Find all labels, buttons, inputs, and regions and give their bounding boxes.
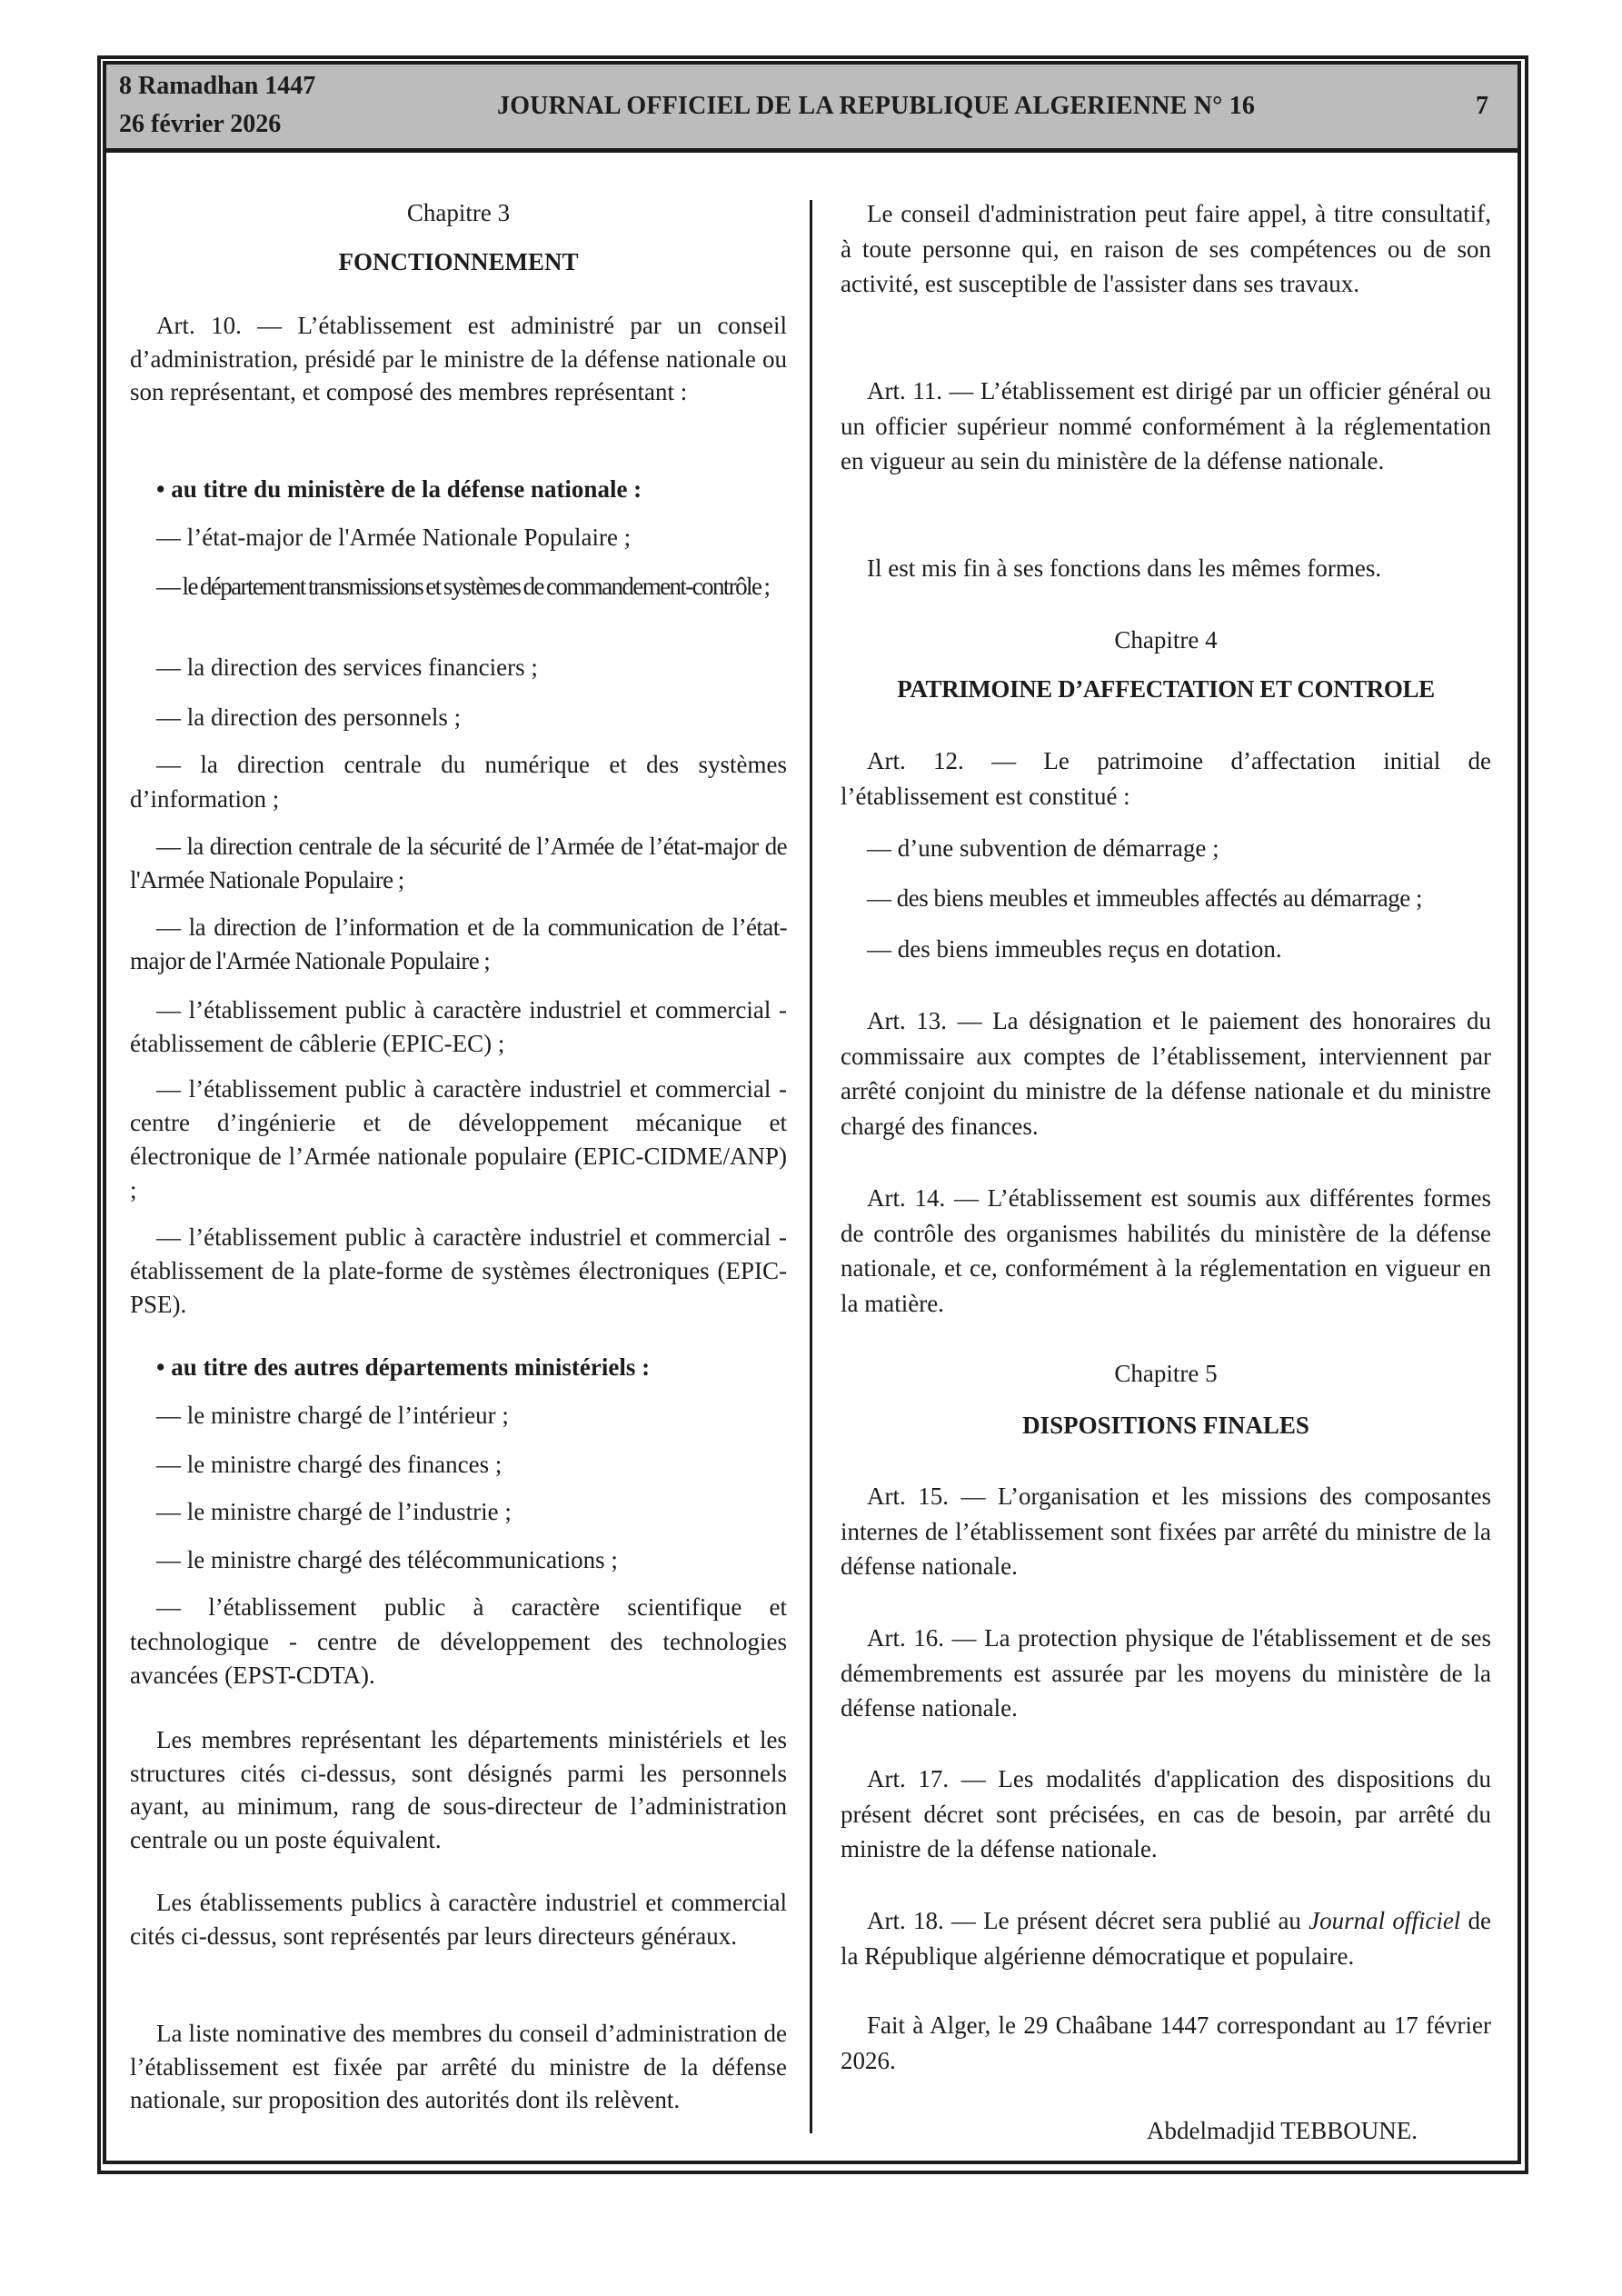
section-defense-heading: • au titre du ministère de la défense nationale : [156,475,642,503]
article-12: Art. 12. — Le patrimoine d’affectation initial de l’établissement est constitué : [841,747,1491,810]
patrimony-item: — des biens meubles et immeubles affectés au démarrage ; [867,884,1423,912]
gregorian-date: 26 février 2026 [119,110,282,138]
article-18-text-end: de la République algérienne démocratique et populaire. [841,1907,1491,1970]
paragraph-consultative: Le conseil d'administration peut faire appel, à titre consultatif, à toute personne qui, en raison de ses compétences ou de son activité, est susceptible de l'assister dans ses travaux. [841,200,1491,297]
defense-item: — la direction des services financiers ; [156,654,538,681]
ministry-item: — le ministre chargé des finances ; [156,1451,503,1478]
article-11: Art. 11. — L’établissement est dirigé par un officier général ou un officier supérieur nommé conformément à la réglementation en vigueur au sein du ministère de la défense nationale. [841,377,1491,474]
chapter-4-title: PATRIMOINE D’AFFECTATION ET CONTROLE [897,675,1435,703]
article-13: Art. 13. — La désignation et le paiement des honoraires du commissaire aux comptes de l’établissement, interviennent par arrêté conjoint du ministre de la défense nationale et du ministre chargé des finances. [841,1007,1491,1140]
journal-officiel-italic: Journal officiel [1309,1907,1461,1934]
patrimony-item: — d’une subvention de démarrage ; [867,834,1219,862]
article-10: Art. 10. — L’établissement est administré par un conseil d’administration, présidé par le ministre de la défense nationale ou son représentant, et composé des membres représentant : [130,312,787,405]
column-divider [810,200,812,2133]
defense-item: — l’état-major de l'Armée Nationale Populaire ; [156,524,632,551]
chapter-4-label: Chapitre 4 [1114,626,1218,654]
ministry-item: — le ministre chargé des télécommunications ; [156,1546,618,1573]
signature: Abdelmadjid TEBBOUNE. [1147,2117,1418,2144]
chapter-5-title: DISPOSITIONS FINALES [1022,1412,1309,1439]
article-16: Art. 16. — La protection physique de l'établissement et de ses démembrements est assurée par les moyens du ministère de la défense nationale. [841,1624,1491,1722]
defense-item: — la direction centrale de la sécurité de l’Armée de l’état-major de l'Armée Nationale Populaire ; [130,833,787,893]
journal-header [106,65,1518,153]
defense-item: — la direction des personnels ; [156,704,462,731]
section-other-heading: • au titre des autres départements ministériels : [156,1353,651,1381]
done-at-algiers: Fait à Alger, le 29 Chaâbane 1447 correspondant au 17 février 2026. [841,2011,1491,2074]
defense-item: — la direction centrale du numérique et des systèmes d’information ; [130,751,787,813]
defense-item: — la direction de l’information et de la communication de l’état-major de l'Armée Nationale Populaire ; [130,913,787,974]
article-18-text-start: Art. 18. — Le présent décret sera publié au [867,1907,1309,1934]
chapter-5-label: Chapitre 5 [1114,1360,1218,1387]
paragraph-nominative-list: La liste nominative des membres du conseil d’administration de l’établissement est fixée par arrêté du ministre de la défense nationale, sur proposition des autorités dont ils relèvent. [130,2020,787,2113]
patrimony-item: — des biens immeubles reçus en dotation. [867,935,1282,963]
journal-title: JOURNAL OFFICIEL DE LA REPUBLIQUE ALGERIENNE N° 16 [497,92,1256,120]
article-18 [841,1903,1491,1973]
article-17: Art. 17. — Les modalités d'application des dispositions du présent décret sont précisées, en cas de besoin, par arrêté du ministre de la défense nationale. [841,1765,1491,1862]
defense-item: — l’établissement public à caractère industriel et commercial - centre d’ingénierie et de développement mécanique et électronique de l’Armée nationale populaire (EPIC-CIDME/ANP) ; [130,1075,787,1203]
chapter-3-title: FONCTIONNEMENT [338,248,579,275]
article-11-end: Il est mis fin à ses fonctions dans les mêmes formes. [867,554,1382,582]
chapter-3-label: Chapitre 3 [406,199,511,226]
defense-item: — le département transmissions et systèmes de commandement-contrôle ; [156,573,770,600]
page-number: 7 [1476,92,1488,120]
ministry-item: — le ministre chargé de l’industrie ; [156,1498,512,1525]
paragraph-members: Les membres représentant les départements ministériels et les structures cités ci-dessus, sont désignés parmi les personnels ayant, au minimum, rang de sous-directeur de l’administration centrale ou un poste équivalent. [130,1726,787,1853]
ministry-item: — l’établissement public à caractère scientifique et technologique - centre de développement des technologies avancées (EPST-CDTA). [130,1593,787,1689]
defense-item: — l’établissement public à caractère industriel et commercial - établissement de la plate-forme de systèmes électroniques (EPIC-PSE). [130,1223,787,1318]
paragraph-establishments: Les établissements publics à caractère industriel et commercial cités ci-dessus, sont représentés par leurs directeurs généraux. [130,1889,787,1950]
hijri-date: 8 Ramadhan 1447 [119,72,316,100]
article-14: Art. 14. — L’établissement est soumis aux différentes formes de contrôle des organismes habilités du ministère de la défense nationale, et ce, conformément à la réglementation en vigueur en la matière. [841,1184,1491,1317]
article-15: Art. 15. — L’organisation et les missions des composantes internes de l’établissement sont fixées par arrêté du ministre de la défense nationale. [841,1482,1491,1580]
ministry-item: — le ministre chargé de l’intérieur ; [156,1402,509,1429]
defense-item: — l’établissement public à caractère industriel et commercial - établissement de câblerie (EPIC-EC) ; [130,996,787,1057]
